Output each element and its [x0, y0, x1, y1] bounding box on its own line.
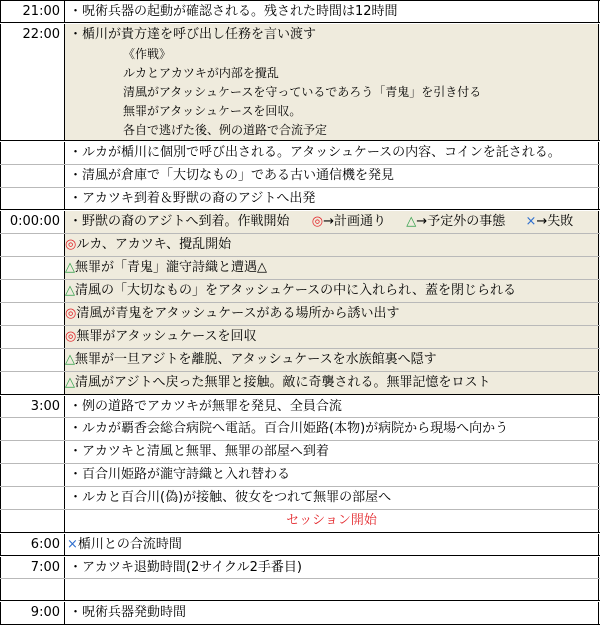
table-row: [0, 557, 600, 579]
table-row: [0, 372, 600, 395]
event-cell: [65, 234, 599, 256]
table-row: [0, 303, 600, 326]
plan-line: ルカとアカツキが内部を攪乱: [123, 66, 279, 80]
legend-label: →計画通り: [323, 214, 387, 229]
time-cell: [0, 441, 65, 463]
time-cell: 6:00: [0, 534, 65, 555]
failure-mark-icon: ×: [525, 214, 537, 229]
time-cell: [0, 142, 65, 164]
unexpected-mark-icon: △: [65, 283, 75, 298]
time-cell: [0, 464, 65, 486]
plan-line: 清風がアタッシュケースを守っているであろう「青鬼」を引き付る: [123, 85, 482, 99]
event-text: ・野獣の裔のアジトへ到着。作戦開始: [69, 214, 290, 229]
event-cell: ・アカツキ到着＆野獣の裔のアジトへ出発: [65, 188, 599, 209]
table-row: [0, 487, 600, 510]
table-row: [0, 326, 600, 349]
unexpected-mark-icon: △: [65, 260, 75, 275]
unexpected-mark-icon: △: [406, 214, 417, 229]
success-mark-icon: ◎: [65, 329, 77, 344]
event-text: 無罪がアタッシュケースを回収: [76, 329, 257, 344]
time-cell: [0, 188, 65, 209]
time-cell: 7:00: [0, 557, 65, 578]
event-cell: ・呪術兵器発動時間: [65, 602, 599, 624]
legend-label: →予定外の事態: [416, 214, 506, 229]
time-cell: 21:00: [0, 1, 65, 22]
event-text: ルカ、アカツキ、攪乱開始: [76, 237, 232, 252]
time-cell: [0, 418, 65, 440]
event-cell: ・ルカが覇香会総合病院へ電話。百合川姫路(本物)が病院から現場へ向かう: [65, 418, 599, 440]
event-cell: ・アカツキ退勤時間(2サイクル2手番目): [65, 557, 599, 578]
time-cell: [0, 280, 65, 302]
event-cell: [65, 579, 599, 600]
event-cell: ・例の道路でアカツキが無罪を発見、全員合流: [65, 396, 599, 417]
event-cell: ・アカツキと清風と無罪、無罪の部屋へ到着: [65, 441, 599, 463]
time-cell: 9:00: [0, 602, 65, 624]
event-cell: ・百合川姫路が瀧守詩織と入れ替わる: [65, 464, 599, 486]
event-cell: [65, 303, 599, 325]
plan-line: 各自で逃げた後、例の道路で合流予定: [123, 123, 328, 137]
unexpected-mark-icon: △: [65, 375, 75, 390]
unexpected-mark-icon: △: [65, 352, 75, 367]
event-cell: ・呪術兵器の起動が確認される。残された時間は12時間: [65, 1, 599, 22]
time-cell: [0, 257, 65, 279]
table-row: [0, 510, 600, 533]
event-cell: ・清風が倉庫で「大切なもの」である古い通信機を発見: [65, 165, 599, 187]
plan-heading: 《作戦》: [123, 47, 172, 61]
time-cell: 3:00: [0, 396, 65, 417]
time-cell: 0:00:00: [0, 211, 65, 233]
event-cell: ・ルカと百合川(偽)が接触、彼女をつれて無罪の部屋へ: [65, 487, 599, 509]
table-row: [0, 441, 600, 464]
table-row: [0, 349, 600, 372]
success-mark-icon: ◎: [311, 214, 324, 229]
table-row: [0, 534, 600, 556]
event-text: 清風が青鬼をアタッシュケースがある場所から誘い出す: [76, 306, 400, 321]
time-cell: [0, 303, 65, 325]
time-cell: [0, 510, 65, 532]
failure-mark-icon: ×: [67, 537, 78, 552]
time-cell: 22:00: [0, 24, 65, 140]
event-cell: [65, 534, 599, 555]
table-row: [0, 211, 600, 234]
legend-label: →失敗: [536, 214, 574, 229]
event-cell: [65, 326, 599, 348]
event-text: 清風がアジトへ戻った無罪と接触。敵に奇襲される。無罪記憶をロスト: [75, 375, 491, 390]
table-row: [0, 257, 600, 280]
event-cell: [65, 257, 599, 279]
table-row: [0, 464, 600, 487]
event-cell: [65, 280, 599, 302]
time-cell: [0, 579, 65, 600]
event-text: 清風の「大切なもの」をアタッシュケースの中に入れられ、蓋を閉じられる: [75, 283, 516, 298]
table-row: [0, 280, 600, 303]
success-mark-icon: ◎: [65, 306, 77, 321]
event-text: ・楯川が貴方達を呼び出し任務を言い渡す: [69, 27, 317, 42]
table-row: [0, 142, 600, 165]
table-row: [0, 24, 600, 141]
event-cell: [65, 211, 599, 233]
event-text: 楯川との合流時間: [77, 537, 182, 552]
success-mark-icon: ◎: [65, 237, 77, 252]
table-row: [0, 579, 600, 601]
session-start-label: セッション開始: [65, 510, 599, 532]
table-row: [0, 188, 600, 210]
event-cell: [65, 372, 599, 394]
event-text: 無罪が「青鬼」瀧守詩織と遭遇△: [75, 260, 267, 275]
time-cell: [0, 234, 65, 256]
event-cell: [65, 349, 599, 371]
table-row: [0, 1, 600, 23]
event-text: 無罪が一旦アジトを離脱、アタッシュケースを水族館裏へ隠す: [75, 352, 437, 367]
table-row: [0, 396, 600, 418]
event-cell: [65, 24, 599, 140]
time-cell: [0, 165, 65, 187]
time-cell: [0, 487, 65, 509]
plan-line: 無罪がアタッシュケースを回収。: [123, 104, 302, 118]
event-cell: ・ルカが楯川に個別で呼び出される。アタッシュケースの内容、コインを託される。: [65, 142, 599, 164]
table-row: [0, 602, 600, 624]
table-row: [0, 234, 600, 257]
time-cell: [0, 326, 65, 348]
time-cell: [0, 372, 65, 394]
time-cell: [0, 349, 65, 371]
table-row: [0, 418, 600, 441]
table-row: [0, 165, 600, 188]
